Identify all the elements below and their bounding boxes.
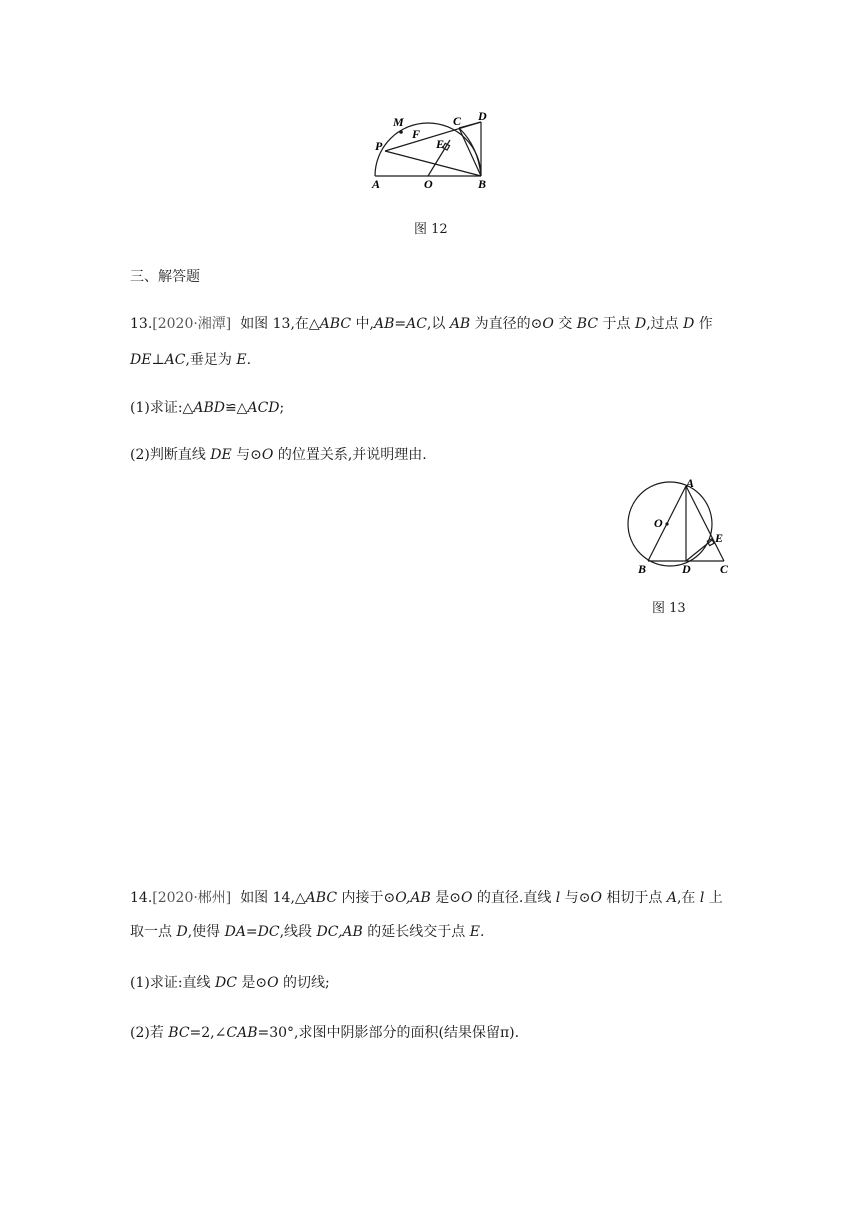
figure-13: [620, 478, 740, 578]
label-e: E: [436, 137, 445, 151]
label-e: E: [715, 531, 724, 545]
circle-o: [628, 482, 712, 566]
figure-12-caption: 图 12: [414, 222, 448, 237]
figure-12: [360, 106, 510, 192]
q14-line2: 取一点 D,使得 DA=DC,线段 DC,AB 的延长线交于点 E.: [130, 924, 485, 940]
segment-pb: [385, 151, 481, 176]
label-p: P: [375, 139, 383, 153]
label-c: C: [453, 114, 462, 128]
label-d: D: [478, 109, 487, 123]
label-c: C: [720, 562, 729, 576]
label-a: A: [686, 478, 695, 490]
q13-part2: (2)判断直线 DE 与⊙O 的位置关系,并说明理由.: [130, 447, 427, 463]
label-m: M: [393, 115, 404, 129]
q14-source: [2020·郴州]: [152, 890, 232, 906]
section-heading: 三、解答题: [130, 269, 200, 285]
label-a: A: [372, 177, 381, 191]
segment-cb: [459, 128, 481, 176]
label-f: F: [412, 127, 421, 141]
q13-line1: 13.[2020·湘潭] 如图 13,在△ABC 中,AB=AC,以 AB 为直径的⊙O 交 BC 于点 D,过点 D 作: [130, 316, 713, 332]
q13-line2: DE⊥AC,垂足为 E.: [130, 352, 252, 368]
figure-13-caption: 图 13: [652, 601, 686, 616]
segment-ac: [686, 486, 724, 561]
point-m: [399, 130, 403, 134]
q14-part1: (1)求证:直线 DC 是⊙O 的切线;: [130, 975, 330, 991]
point-o: [665, 522, 668, 525]
label-b: B: [478, 177, 487, 191]
q13-source: [2020·湘潭]: [152, 316, 232, 332]
q13-number: 13.: [130, 316, 153, 332]
label-o: O: [654, 516, 663, 530]
q14-part2: (2)若 BC=2,∠CAB=30°,求图中阴影部分的面积(结果保留π).: [130, 1025, 520, 1041]
label-b: B: [638, 562, 647, 576]
label-o: O: [424, 177, 433, 191]
q14-line1: 14.[2020·郴州] 如图 14,△ABC 内接于⊙O,AB 是⊙O 的直径.直线 l 与⊙O 相切于点 A,在 l 上: [130, 890, 723, 906]
q14-number: 14.: [130, 890, 153, 906]
q13-part1: (1)求证:△ABD≌△ACD;: [130, 400, 285, 416]
label-d: D: [682, 562, 691, 576]
